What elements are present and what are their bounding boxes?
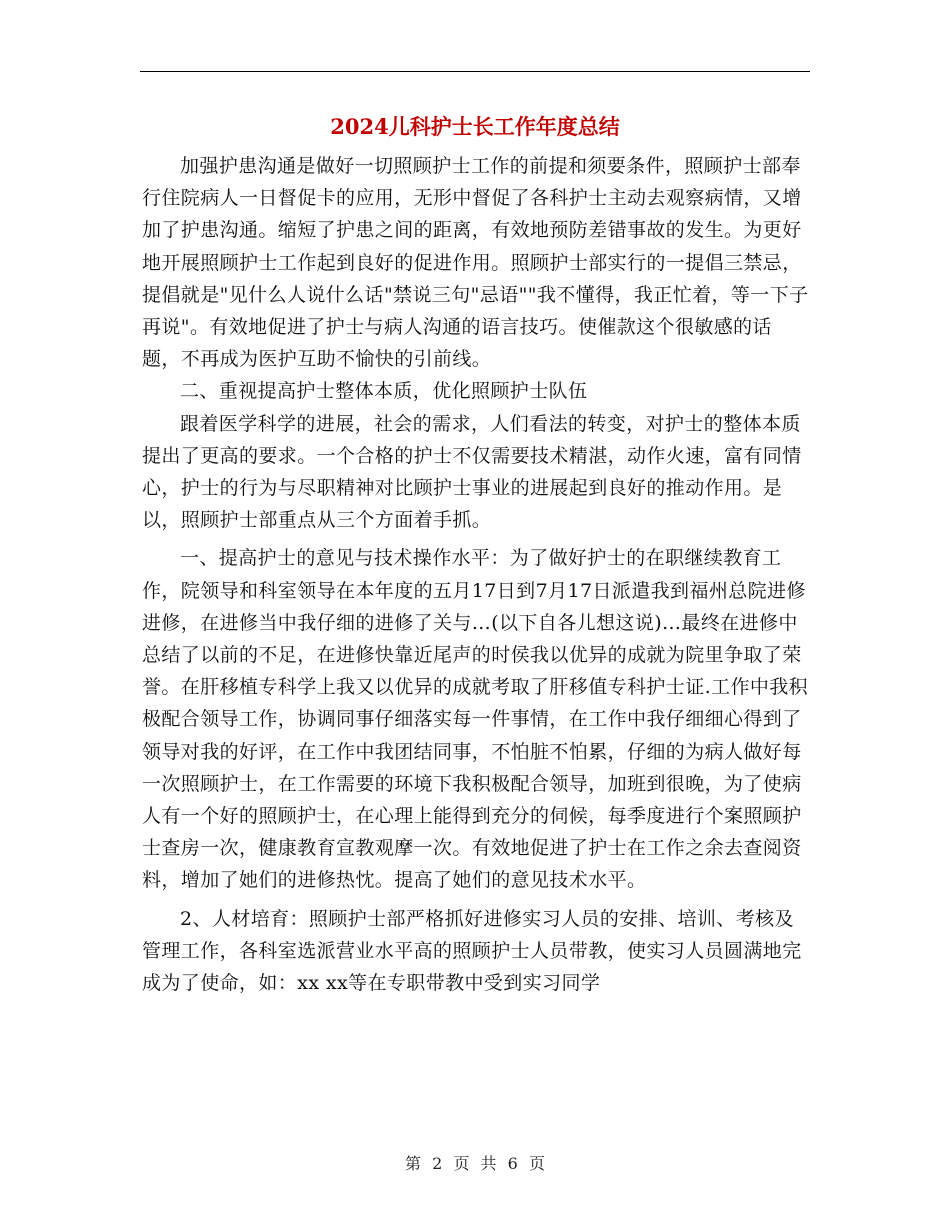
paragraph-4: 2、人材培育：照顾护士部严格抓好进修实习人员的安排、培训、考核及管理工作，各科室选派营业水平高的照顾护士人员带教，使实习人员圆满地完成为了使命，如：xx xx等在专职带教中受到实习同学	[142, 907, 802, 995]
footer-total-pages: 6	[507, 1154, 518, 1173]
paragraph-3: 一、提高护士的意见与技术操作水平：为了做好护士的在职继续教育工作，院领导和科室领导在本年度的五月17日到7月17日派遣我到福州总院进修进修，在进修当中我仔细的进修了关与…(以下自各儿想这说)…最终在进修中总结了以前的不足，在进修快靠近尾声的时侯我以优异的成就为院里争取了荣誉。在肝移植专科学上我又以优异的成就考取了肝移值专科护士证.工作中我积极配合领导工作，协调同事仔细落实每一件事情，在工作中我仔细细心得到了领导对我的好评，在工作中我团结同事，不怕脏不怕累，仔细的为病人做好每一次照顾护士，在工作需要的环境下我积极配合领导，加班到很晚，为了使病人有一个好的照顾护士，在心理上能得到充分的伺候，每季度进行个案照顾护士查房一次，健康教育宣教观摩一次。有效地促进了护士在工作之余去查阅资料，增加了她们的进修热忱。提高了她们的意见技术水平。	[142, 547, 809, 892]
page-footer	[140, 1152, 810, 1176]
section-heading-2: 二、重视提高护士整体本质，优化照顾护士队伍	[180, 380, 588, 403]
footer-page-unit: 页	[453, 1154, 470, 1173]
paragraph-2: 跟着医学科学的进展，社会的需求，人们看法的转变，对护士的整体本质提出了更高的要求。一个合格的护士不仅需要技术精湛，动作火速，富有同情心，护士的行为与尽职精神对比顾护士事业的进展起到良好的推动作用。是以，照顾护士部重点从三个方面着手抓。	[142, 412, 802, 532]
footer-total-label: 共	[480, 1154, 497, 1173]
footer-page-number: 2	[432, 1154, 443, 1173]
paragraph-1: 加强护患沟通是做好一切照顾护士工作的前提和须要条件，照顾护士部奉行住院病人一日督促卡的应用，无形中督促了各科护士主动去观察病情，又增加了护患沟通。缩短了护患之间的距离，有效地预防差错事故的发生。为更好地开展照顾护士工作起到良好的促进作用。照顾护士部实行的一提倡三禁忌，提倡就是"见什么人说什么话"禁说三句"忌语""我不懂得，我正忙着，等一下子再说"。有效地促进了护士与病人沟通的语言技巧。使催款这个很敏感的话题，不再成为医护互助不愉快的引前线。	[142, 155, 809, 371]
document-title: 2024儿科护士长工作年度总结	[330, 114, 620, 139]
document-body	[142, 150, 810, 999]
header-rule	[140, 71, 810, 72]
footer-suffix: 页	[528, 1154, 545, 1173]
footer-prefix: 第	[405, 1154, 422, 1173]
